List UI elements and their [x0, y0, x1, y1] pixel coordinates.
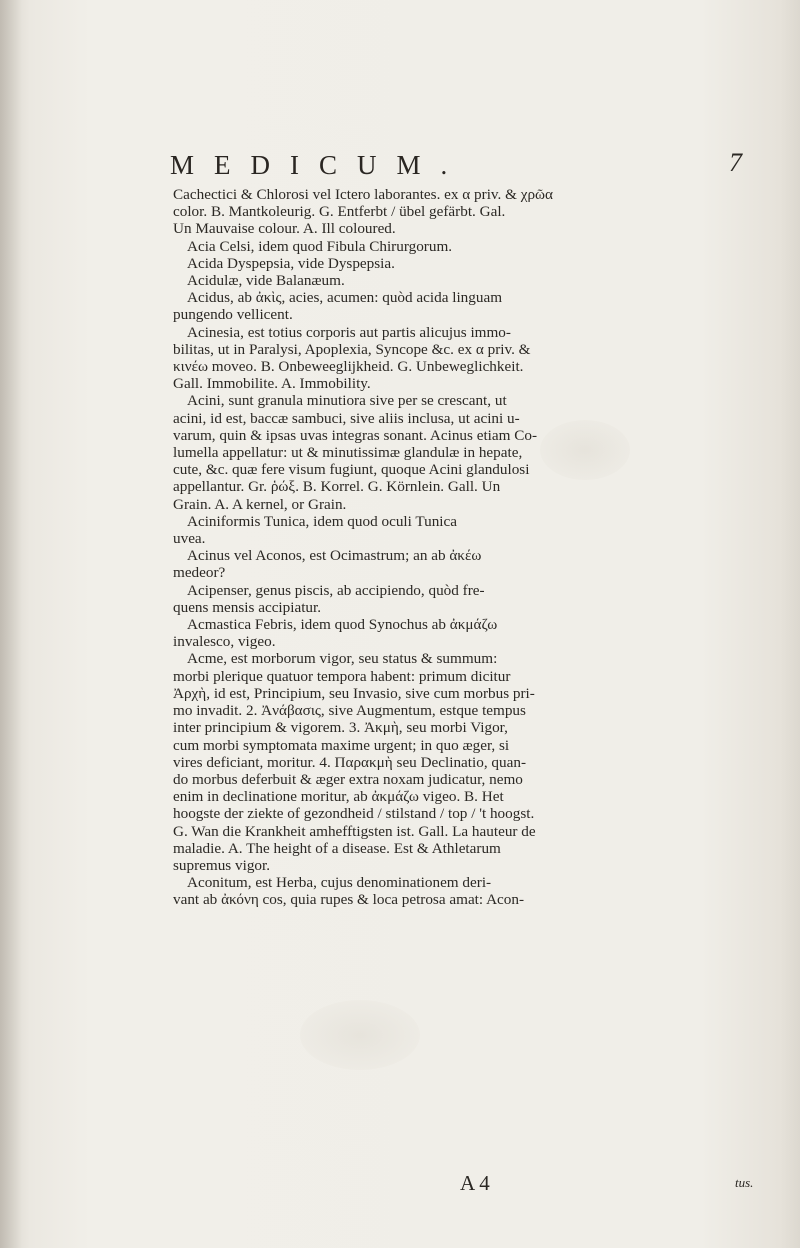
text-line: Ἀρχὴ, id est, Principium, seu Invasio, sive cum morbus pri- — [173, 684, 535, 702]
text-line: cum morbi symptomata maxime urgent; in quo æger, si — [173, 736, 510, 754]
entry-acme: Acme, est morborum vigor, seu status & summum: — [187, 650, 498, 668]
text-line: invalesco, vigeo. — [173, 633, 276, 651]
text-line: Grain. A. A kernel, or Grain. — [173, 495, 347, 513]
signature-mark: A 4 — [460, 1171, 490, 1195]
text-line: lumella appellatur: ut & minutissimæ glandulæ in hepate, — [173, 444, 523, 462]
entry-acidulae: Acidulæ, vide Balanæum. — [187, 272, 345, 290]
text-line: quens mensis accipiatur. — [173, 598, 322, 616]
paper-stain — [300, 1000, 420, 1070]
text-line: mo invadit. 2. Ἀνάβασις, sive Augmentum, estque tempus — [173, 702, 526, 720]
running-head — [150, 150, 750, 180]
text-line: Cachectici & Chlorosi vel Ictero laborantes. ex α priv. & χρῶα — [173, 186, 554, 203]
text-line: hoogste der ziekte of gezondheid / stilstand / top / 't hoogst. — [173, 805, 535, 823]
text-line: maladie. A. The height of a disease. Est & Athletarum — [173, 839, 501, 857]
entry-acinesia: Acinesia, est totius corporis aut partis alicujus immo- — [187, 323, 511, 341]
text-line: appellantur. Gr. ῥώξ. B. Korrel. G. Körnlein. Gall. Un — [173, 478, 501, 496]
page-footer — [0, 1171, 800, 1199]
text-line: acini, id est, baccæ sambuci, sive aliis inclusa, ut acini u- — [173, 409, 520, 427]
text-line: cute, &c. quæ fere visum fugiunt, quoque Acini glandulosi — [173, 461, 530, 479]
text-line: inter principium & vigorem. 3. Ἀκμὴ, seu morbi Vigor, — [173, 719, 508, 737]
text-line: Un Mauvaise colour. A. Ill coloured. — [173, 220, 396, 238]
text-line: supremus vigor. — [173, 856, 271, 874]
page-title: MEDICUM. — [170, 150, 468, 180]
gutter-shadow — [0, 0, 22, 1248]
entry-acida: Acida Dyspepsia, vide Dyspepsia. — [187, 254, 395, 272]
text-line: bilitas, ut in Paralysi, Apoplexia, Syncope &c. ex α priv. & — [173, 340, 531, 358]
text-line: color. B. Mantkoleurig. G. Entferbt / übel gefärbt. Gal. — [173, 203, 506, 221]
text-line: varum, quin & ipsas uvas integras sonant. Acinus etiam Co- — [173, 426, 538, 444]
text-line: morbi plerique quatuor tempora habent: primum dicitur — [173, 667, 511, 685]
entry-acia: Acia Celsi, idem quod Fibula Chirurgorum. — [187, 237, 453, 255]
text-line: do morbus deferbuit & æger extra noxam judicatur, nemo — [173, 770, 523, 788]
entry-acini: Acini, sunt granula minutiora sive per se crescant, ut — [187, 392, 507, 410]
entry-aconitum: Aconitum, est Herba, cujus denominationem deri- — [187, 874, 492, 892]
entry-acidus: Acidus, ab ἀκὶς, acies, acumen: quòd acida linguam — [187, 289, 503, 307]
text-line: medeor? — [173, 564, 226, 582]
text-line: vires deficiant, moritur. 4. Παρακμὴ seu Declinatio, quan- — [173, 753, 527, 771]
text-line: Gall. Immobilite. A. Immobility. — [173, 375, 371, 393]
catchword: tus. — [735, 1175, 754, 1190]
page-number: 7 — [729, 148, 742, 177]
dictionary-text — [173, 186, 785, 909]
text-line: vant ab ἀκόνη cos, quia rupes & loca petrosa amat: Acon- — [173, 891, 525, 909]
text-line: pungendo vellicent. — [173, 306, 293, 324]
text-line: κινέω moveo. B. Onbeweeglijkheid. G. Unbeweglichkeit. — [173, 358, 524, 376]
text-line: G. Wan die Krankheit amhefftigsten ist. Gall. La hauteur de — [173, 822, 536, 840]
entry-acinus: Acinus vel Aconos, est Ocimastrum; an ab ἀκέω — [187, 547, 482, 565]
entry-acmastica: Acmastica Febris, idem quod Synochus ab ἀκμάζω — [187, 616, 498, 634]
text-line: enim in declinatione moritur, ab ἀκμάζω vigeo. B. Het — [173, 788, 504, 806]
entry-acipenser: Acipenser, genus piscis, ab accipiendo, quòd fre- — [187, 581, 485, 599]
entry-aciniformis: Aciniformis Tunica, idem quod oculi Tunica — [187, 512, 457, 530]
text-line: uvea. — [173, 530, 206, 548]
